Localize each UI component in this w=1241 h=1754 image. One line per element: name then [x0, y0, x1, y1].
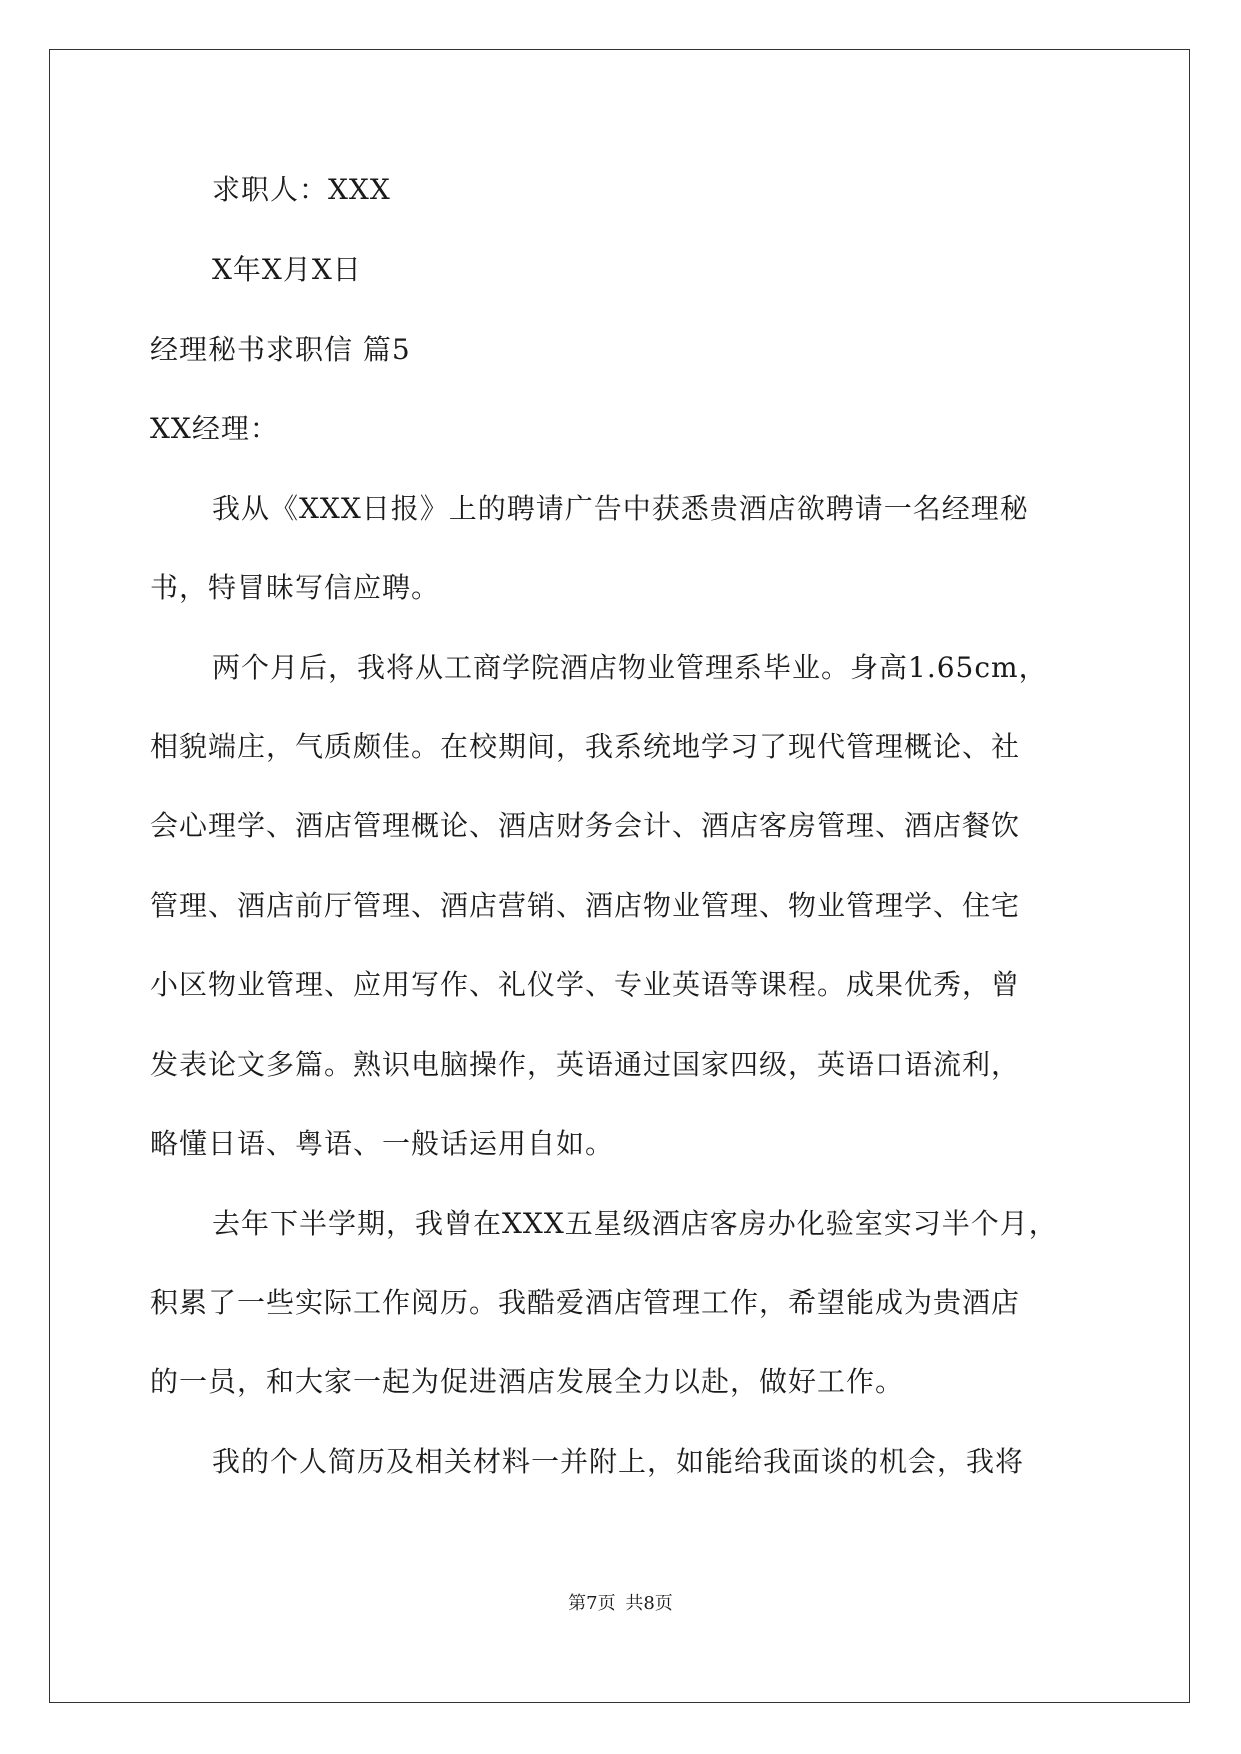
section-heading: 经理秘书求职信 篇5 [150, 333, 411, 366]
page-number: 第7页 [568, 1593, 616, 1614]
paragraph-line: 相貌端庄，气质颇佳。在校期间，我系统地学习了现代管理概论、社 [150, 730, 1021, 763]
paragraph-line: 我的个人简历及相关材料一并附上，如能给我面谈的机会，我将 [212, 1445, 1025, 1478]
paragraph-line: 书，特冒昧写信应聘。 [150, 571, 441, 604]
paragraph-line: 两个月后，我将从工商学院酒店物业管理系毕业。身高1.65cm， [212, 651, 1048, 684]
paragraph-line: 管理、酒店前厅管理、酒店营销、酒店物业管理、物业管理学、住宅 [150, 889, 1021, 922]
paragraph-line: 去年下半学期，我曾在XXX五星级酒店客房办化验室实习半个月， [212, 1207, 1058, 1240]
paragraph-line: 我从《XXX日报》上的聘请广告中获悉贵酒店欲聘请一名经理秘 [212, 492, 1029, 525]
paragraph-line: 略懂日语、粤语、一般话运用自如。 [150, 1127, 615, 1160]
paragraph-line: 积累了一些实际工作阅历。我酷爱酒店管理工作，希望能成为贵酒店 [150, 1286, 1021, 1319]
page-total: 共8页 [625, 1593, 673, 1614]
date-line: X年X月X日 [212, 253, 362, 286]
paragraph-line: 发表论文多篇。熟识电脑操作，英语通过国家四级，英语口语流利， [150, 1048, 1021, 1081]
paragraph-line: 会心理学、酒店管理概论、酒店财务会计、酒店客房管理、酒店餐饮 [150, 809, 1021, 842]
paragraph-line: 小区物业管理、应用写作、礼仪学、专业英语等课程。成果优秀，曾 [150, 968, 1021, 1001]
salutation: XX经理： [150, 412, 279, 445]
signature-line: 求职人：XXX [212, 173, 391, 206]
page-footer [0, 1592, 1241, 1616]
paragraph-line: 的一员，和大家一起为促进酒店发展全力以赴，做好工作。 [150, 1365, 905, 1398]
